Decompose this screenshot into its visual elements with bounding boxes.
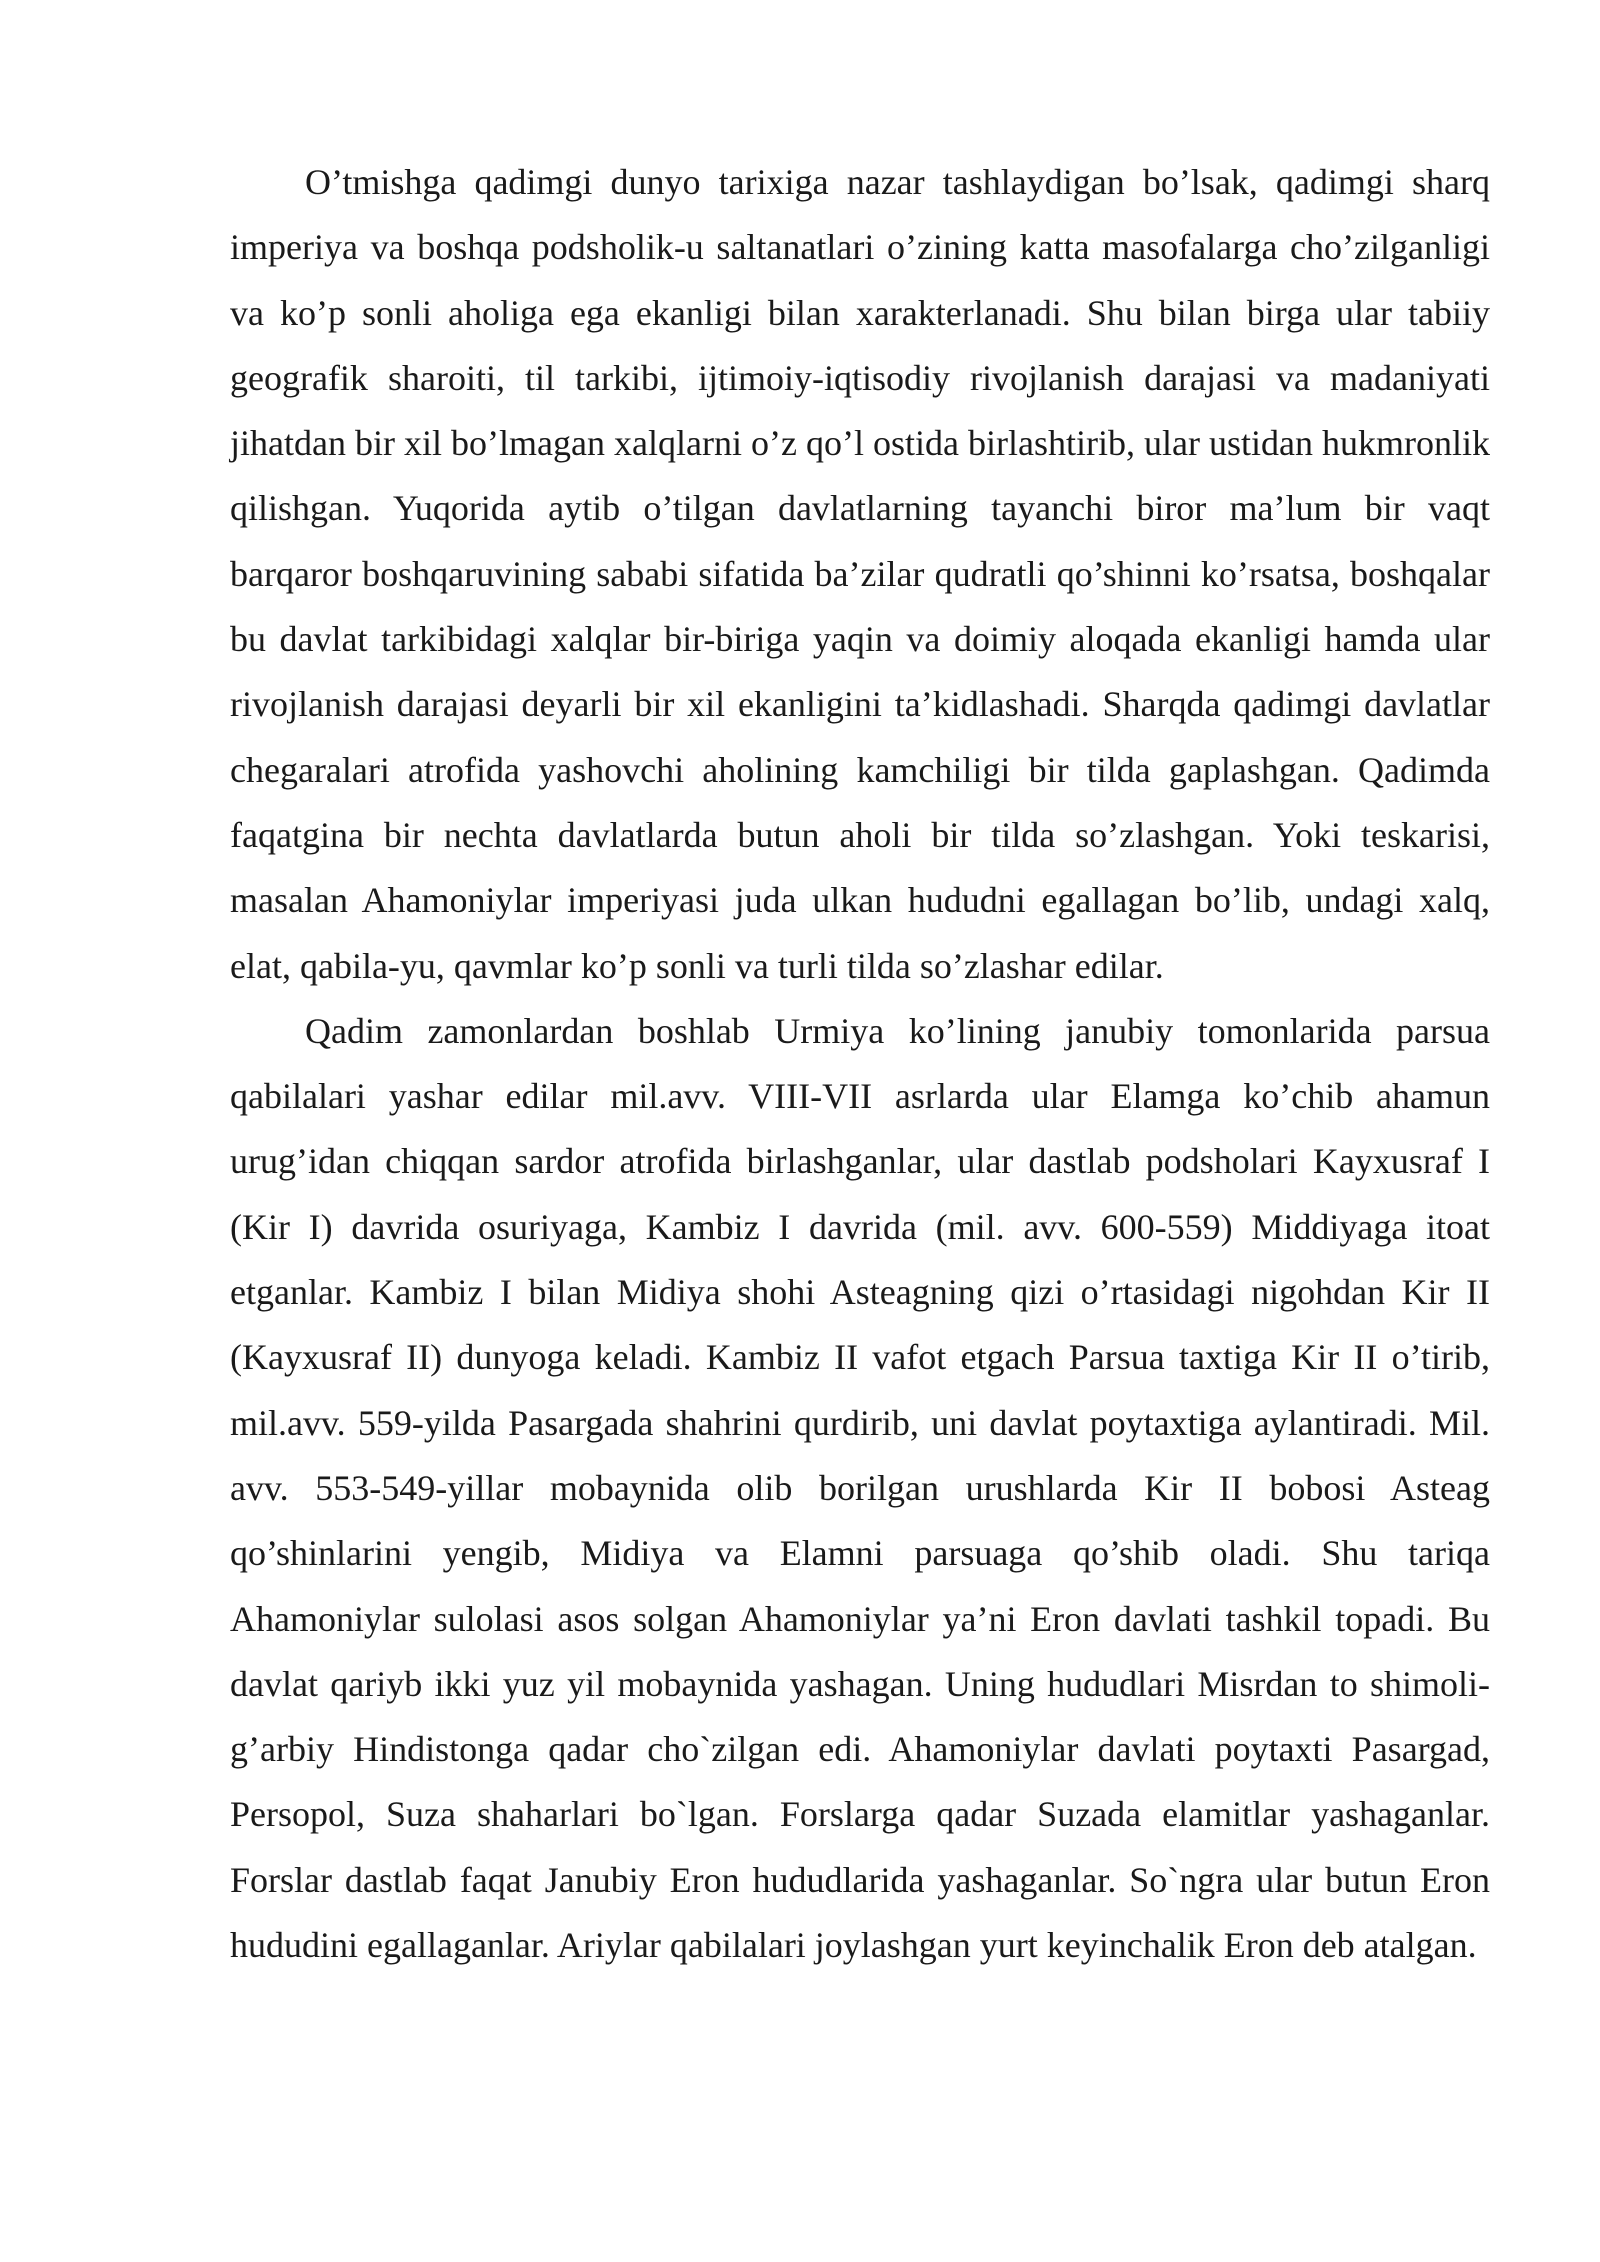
paragraph-2: Qadim zamonlardan boshlab Urmiya ko’lining janubiy tomonlarida parsua qabilalari yashar edilar mil.avv. VIII-VII asrlarda ular Elamga ko’chib ahamun urug’idan chiqqan sardor atrofida birlashganlar, ular dastlab podsholari Kayxusraf I (Kir I) davrida osuriyaga, Kambiz I davrida (mil. avv. 600-559) Middiyaga itoat etganlar. Kambiz I bilan Midiya shohi Asteagning qizi o’rtasidagi nigohdan Kir II (Kayxusraf II) dunyoga keladi. Kambiz II vafot etgach Parsua taxtiga Kir II o’tirib, mil.avv. 559-yilda Pasargada shahrini qurdirib, uni davlat poytaxtiga aylantiradi. Mil. avv. 553-549-yillar mobaynida olib borilgan urushlarda Kir II bobosi Asteag qo’shinlarini yengib, Midiya va Elamni parsuaga qo’shib oladi. Shu tariqa Ahamoniylar sulolasi asos solgan Ahamoniylar ya’ni Eron davlati tashkil topadi. Bu davlat qariyb ikki yuz yil mobaynida yashagan. Uning hududlari Misrdan to shimoli-g’arbiy Hindistonga qadar cho`zilgan edi. Ahamoniylar davlati poytaxti Pasargad, Persopol, Suza shaharlari bo`lgan. Forslarga qadar Suzada elamitlar yashaganlar. Forslar dastlab faqat Janubiy Eron hududlarida yashaganlar. So`ngra ular butun Eron hududini egallaganlar. Ariylar qabilalari joylashgan yurt keyinchalik Eron deb atalgan. [230,1010,1490,1966]
paragraph-1: O’tmishga qadimgi dunyo tarixiga nazar tashlaydigan bo’lsak, qadimgi sharq imperiya va boshqa podsholik-u saltanatlari o’zining katta masofalarga cho’zilganligi va ko’p sonli aholiga ega ekanligi bilan xarakterlanadi. Shu bilan birga ular tabiiy geografik sharoiti, til tarkibi, ijtimoiy-iqtisodiy rivojlanish darajasi va madaniyati jihatdan bir xil bo’lmagan xalqlarni o’z qo’l ostida birlashtirib, ular ustidan hukmronlik qilishgan. Yuqorida aytib o’tilgan davlatlarning tayanchi biror ma’lum bir vaqt barqaror boshqaruvining sababi sifatida ba’zilar qudratli qo’shinni ko’rsatsa, boshqalar bu davlat tarkibidagi xalqlar bir-biriga yaqin va doimiy aloqada ekanligi hamda ular rivojlanish darajasi deyarli bir xil ekanligini ta’kidlashadi. Sharqda qadimgi davlatlar chegaralari atrofida yashovchi aholining kamchiligi bir tilda gaplashgan. Qadimda faqatgina bir nechta davlatlarda butun aholi bir tilda so’zlashgan. Yoki teskarisi, masalan Ahamoniylar imperiyasi juda ulkan hududni egallagan bo’lib, undagi xalq, elat, qabila-yu, qavmlar ko’p sonli va turli tilda so’zlashar edilar. [230,162,1490,986]
document-body [230,150,1490,1978]
